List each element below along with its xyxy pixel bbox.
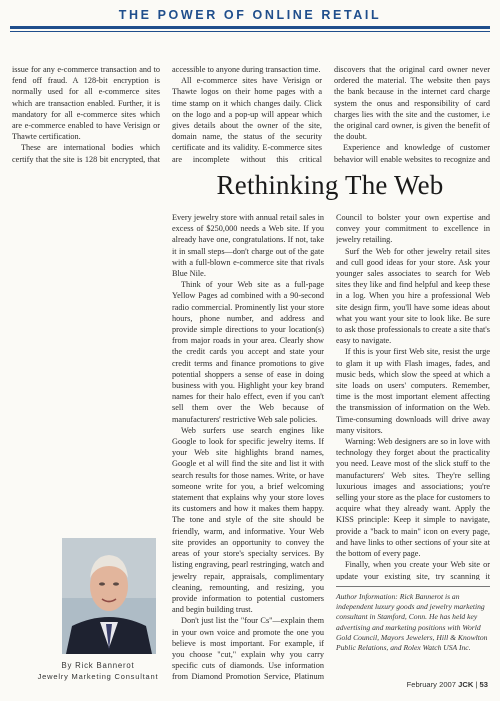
article-col2-para-4: Warning: Web designers are so in love with technology they forget about the practicality you need. Leave most of the slick stuff to the manufacturers' Web sites. They're selling luxurious images and associations; you're selling your store as the place for customers to acquire what they already want. Apply the KISS principle: Keep it simple to navigate, provide a "back to main" icon on every page, and have links to other sections of your site at the bottom of every page. [336, 437, 490, 559]
top-article-col-1 [12, 64, 160, 164]
article-col1-para-1: Every jewelry store with annual retail sales in excess of $250,000 needs a Web site. If you already have one, congratulations. If not, take it in small steps—don't charge out of the gate with a full-blown e-commerce site that rivals Blue Nile. [172, 213, 324, 279]
author-photo [62, 538, 156, 654]
section-header: THE POWER OF ONLINE RETAIL [118, 8, 382, 22]
author-byline [20, 660, 176, 682]
footer-magazine: JCK [458, 680, 474, 689]
footer-issue: February 2007 [406, 680, 456, 689]
article-title: Rethinking The Web [216, 170, 444, 200]
top-col1-para-1: issue for any e-commerce transaction and to fend off fraud. A 128-bit encryption is normally used for all e-commerce sites which are transaction enabled. Further, it is mandatory for all e-commerce sites which are e-commerce enabled to have Verisign or Thawte certification. [12, 65, 160, 142]
article-col2-para-2: Surf the Web for other jewelry retail sites and cull good ideas for your store. Ask your younger sales associates to search for Web sites they like and find helpful and keep these in a log. When you hire a professional Web site design firm, you'll have some ideas about what you want your site to look like. Be sure to ask those professionals to create a site that's easy to navigate. [336, 246, 490, 346]
byline-role: Jewelry Marketing Consultant [37, 672, 159, 681]
article-col2-para-5: Finally, when you create your Web site or update your existing site, try scanning it [336, 560, 490, 580]
article-col-1 [172, 212, 324, 682]
article-col1-para-4: Don't just list the "four Cs"—explain them in your own voice and promote the one you believe is most important. For example, if you choose "cut," explain why you carry specific cuts of diamonds. Use information from Diamond Promotion Service, Platinum [172, 616, 324, 682]
top-col2-para-2: All e-commerce sites have Verisign or Thawte logos on their home pages with a time stamp on it which changes daily. Click on the logo and a pop-up will appear which gives details about the owner of the site, domain name, the status of the security certificate and its validity. E-commerce sites are incomplete without this critical [172, 76, 322, 164]
top-article-col-2 [172, 64, 322, 164]
author-info-divider [336, 586, 490, 587]
article-col1-para-2: Think of your Web site as a full-page Yellow Pages ad combined with a 90-second radio commercial. Prominently list your store hours, phone number, and address and provide simple directions to your location(s) from major roads in your area. Clearly show the credit cards you accept and state your credit terms and finance promotions to give potential shoppers a sense of ease in doing business with you. Highlight your key brand names for their halo effect, even if you can't sell them over the Web because of manufacturers' restrictive Web sale policies. [172, 280, 324, 424]
author-info: Author Information: Rick Bannerot is an independent luxury goods and jewelry marketing consultant in Stamford, Conn. He has held key advertising and marketing positions with World Gold Council, Mayors Jewelers, Hill & Knowlton Public Relations, and Rolex Watch USA Inc. [336, 592, 488, 653]
article-col2-para-1: Council to bolster your own expertise and convey your commitment to excellence in jewelry retailing. [336, 213, 490, 245]
byline-author: By Rick Bannerot [61, 661, 135, 670]
top-col3-para-1: discovers that the original card owner never ordered the material. The website then pays the bank because in the internet card charge system the onus and responsibility of card charges lies with the site and the customer, i.e the original card owner, is given the benefit of the doubt. [334, 65, 490, 142]
top-col2-para-1: accessible to anyone during transaction time. [172, 65, 321, 74]
header-rule-top [10, 26, 490, 29]
top-col1-para-2: These are international bodies which certify that the site is 128 bit encrypted, that [12, 143, 160, 164]
top-col3-para-2: Experience and knowledge of customer behavior will enable websites to recognize and [334, 143, 490, 164]
article-col1-para-3: Web surfers use search engines like Google to look for specific jewelry items. If your Web site highlights brand names, Google et al will find the site and list it with search results for those names. Write, or have someone write for you, a brief welcoming statement that explains why your store loves its customers and how it makes them happy. The tone and style of the site should be friendly, warm, and informative. Your Web site provides an opportunity to convey the areas of your store's specialty services. By listing engraving, pearl restringing, watch and jewelry repair, appraisals, complimentary cleaning, remounting, and resizing, you provide information to potential customers and begin building trust. [172, 425, 324, 615]
top-article-col-3 [334, 64, 490, 164]
header-rule-bottom [10, 31, 490, 32]
article-col-2 [336, 212, 490, 580]
article-col2-para-3: If this is your first Web site, resist the urge to glam it up with Flash images, fades, and music beds, which slow the speed at which a site loads on users' computers. Remember, time is the most important element affecting the transmission of information on the Web. Time-consuming downloads will drive away many visitors. [336, 347, 490, 435]
page-footer [407, 680, 488, 689]
footer-page-number: 53 [479, 680, 488, 689]
footer-separator: | [475, 680, 478, 689]
